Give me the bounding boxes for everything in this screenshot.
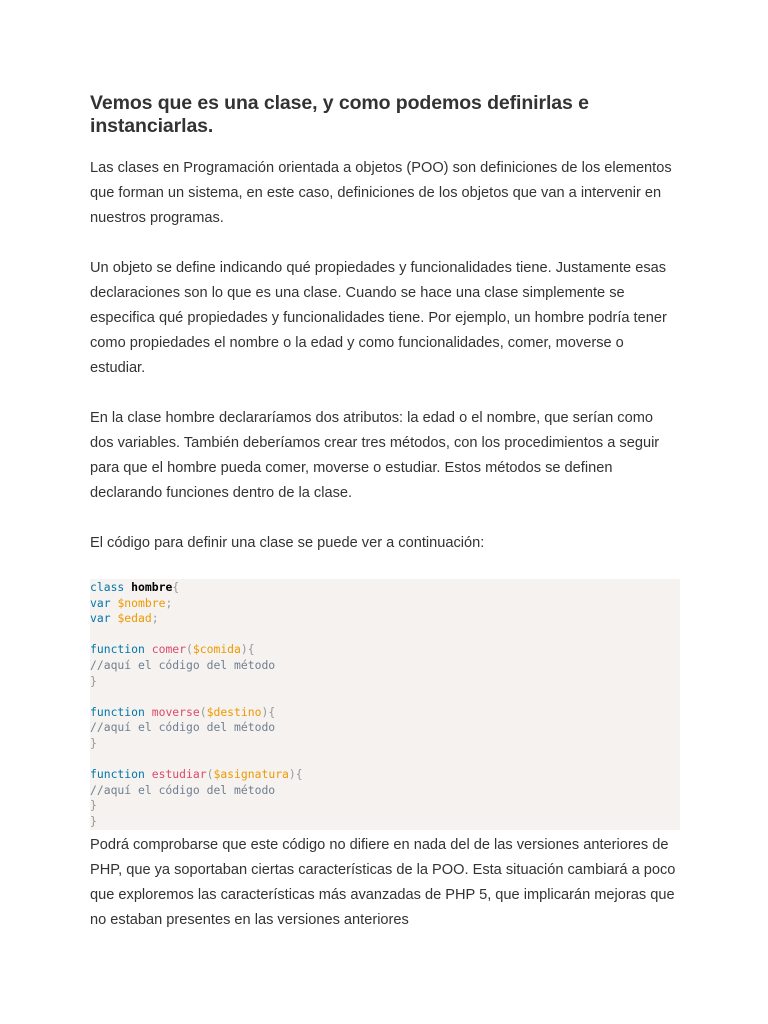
code-block [90,579,680,830]
code-line-comment [90,720,680,736]
code-class-name: hombre [131,580,173,594]
paragraph-intro: Las clases en Programación orientada a objetos (POO) son definiciones de los elementos que forman un sistema, en este caso, definiciones de los objetos que van a intervenir en nuestros programas. [90,160,672,226]
code-punctuation: } [90,813,97,828]
code-function-name: comer [151,642,187,657]
code-line-comment [90,658,680,674]
code-keyword: function [90,767,145,782]
code-comment: //aquí el código del método [90,720,276,735]
code-line-close [90,798,680,814]
code-blank-line [90,689,680,705]
code-punctuation: { [247,642,255,657]
code-keyword: class [90,580,125,594]
code-punctuation: ; [151,611,159,626]
code-keyword: function [90,642,145,657]
code-comment: //aquí el código del método [90,657,276,672]
code-line-close [90,674,680,690]
code-variable: $edad [117,611,152,626]
code-punctuation: ( [199,704,207,719]
code-punctuation: } [90,673,97,688]
code-punctuation: { [268,704,276,719]
code-punctuation: ) [240,642,248,657]
code-variable: $destino [206,704,262,719]
code-line-var-edad [90,611,680,627]
code-punctuation: ( [186,642,193,657]
code-comment: //aquí el código del método [90,782,276,797]
code-punctuation: } [90,735,97,750]
code-keyword: function [90,704,145,719]
code-blank-line [90,752,680,768]
code-line-close-class [90,814,680,830]
code-keyword: var [90,611,111,626]
code-line-class [90,580,680,596]
code-function-name: estudiar [151,767,207,782]
code-line-var-nombre [90,596,680,612]
code-punctuation: { [295,767,303,782]
code-blank-line [90,627,680,643]
code-line-function-estudiar [90,767,680,783]
code-variable: $asignatura [213,767,289,782]
code-keyword: var [90,595,111,610]
code-line-comment [90,783,680,799]
code-punctuation: ; [165,595,173,610]
paragraph-object-definition: Un objeto se define indicando qué propiedades y funcionalidades tiene. Justamente esas declaraciones son lo que es una clase. Cuando se hace una clase simplemente se especifica qué propiedades y funcionalidades tiene. Por ejemplo, un hombre podría tener como propiedades el nombre o la edad y como funcionalidades, comer, moverse o estudiar. [90,260,667,376]
code-line-function-comer [90,642,680,658]
code-punctuation: } [90,798,97,813]
code-punctuation: ) [261,704,269,719]
article [90,92,680,958]
code-punctuation: { [172,580,180,594]
code-variable: $comida [192,642,241,657]
code-line-function-moverse [90,705,680,721]
code-punctuation: ( [206,767,214,782]
paragraph-closing: Podrá comprobarse que este código no difiere en nada del de las versiones anteriores de PHP, que ya soportaban ciertas características de la POO. Esta situación cambiará a poco que exploremos las características más avanzadas de PHP 5, que implicarán mejoras que no estaban presentes en las versiones anteriores [90,837,676,928]
code-variable: $nombre [117,595,166,610]
code-line-close [90,736,680,752]
code-punctuation: ) [288,767,296,782]
paragraph-class-hombre: En la clase hombre declararíamos dos atributos: la edad o el nombre, que serían como dos variables. También deberíamos crear tres métodos, con los procedimientos a seguir para que el hombre pueda comer, moverse o estudiar. Estos métodos se definen declarando funciones dentro de la clase. [90,410,660,501]
paragraph-code-intro: El código para definir una clase se puede ver a continuación: [90,535,485,551]
code-function-name: moverse [151,704,200,719]
page-title: Vemos que es una clase, y como podemos definirlas e instanciarlas. [90,92,589,137]
